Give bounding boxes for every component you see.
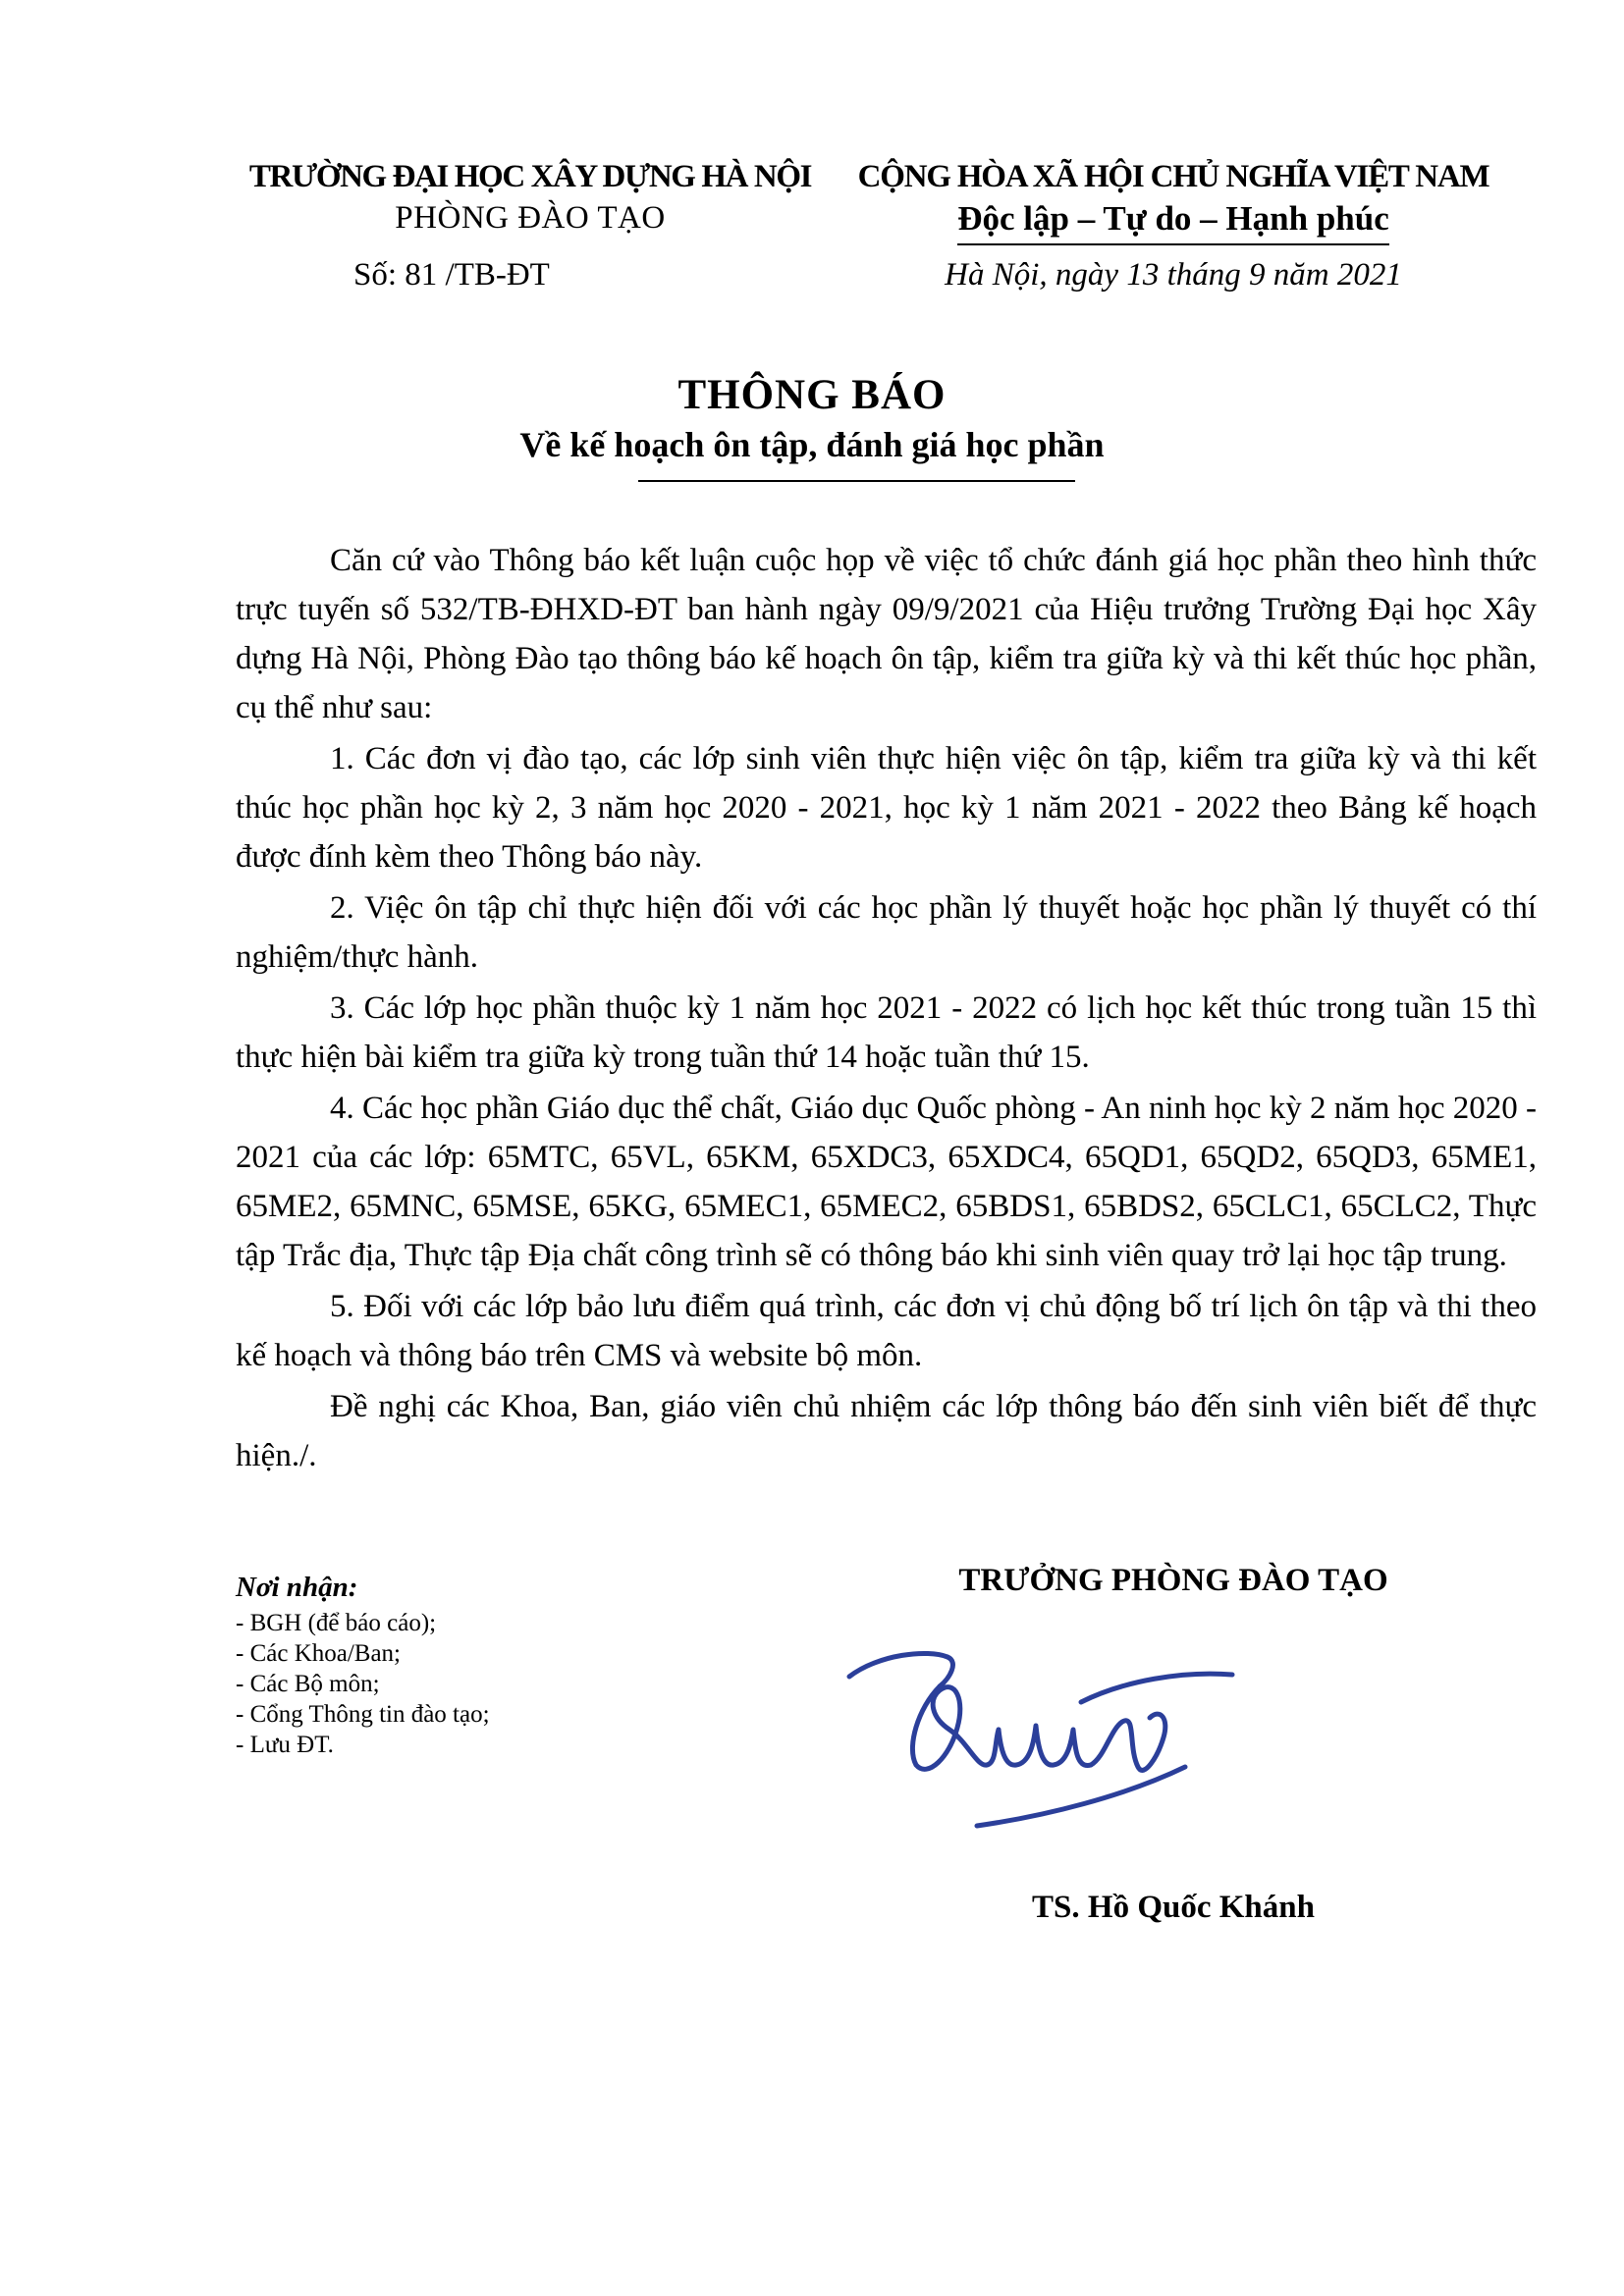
document-body <box>236 536 1537 1482</box>
national-header <box>844 157 1502 245</box>
place-date: Hà Nội, ngày 13 tháng 9 năm 2021 <box>945 257 1402 293</box>
organization-name: TRƯỜNG ĐẠI HỌC XÂY DỰNG HÀ NỘI <box>248 159 812 194</box>
closing-paragraph: Đề nghị các Khoa, Ban, giáo viên chủ nhiệm các lớp thông báo đến sinh viên biết để thực hiện./. <box>236 1389 1537 1473</box>
recipients-block <box>236 1569 746 1760</box>
recipient-item: - Lưu ĐT. <box>236 1732 334 1758</box>
handwritten-signature <box>830 1620 1262 1855</box>
signer-name: TS. Hồ Quốc Khánh <box>1032 1890 1315 1925</box>
national-motto: Độc lập – Tự do – Hạnh phúc <box>957 196 1389 245</box>
body-item-3: 3. Các lớp học phần thuộc kỳ 1 năm học 2021 - 2022 có lịch học kết thúc trong tuần 15 thì thực hiện bài kiểm tra giữa kỳ trong tuần thứ 14 hoặc tuần thứ 15. <box>236 990 1537 1075</box>
recipient-item: - Các Khoa/Ban; <box>236 1640 402 1667</box>
document-title: THÔNG BÁO <box>677 372 947 418</box>
document-number: Số: 81 /TB-ĐT <box>353 257 550 293</box>
nation-name: CỘNG HÒA XÃ HỘI CHỦ NGHĨA VIỆT NAM <box>857 159 1489 194</box>
document-subtitle: Về kế hoạch ôn tập, đánh giá học phần <box>519 425 1105 464</box>
intro-paragraph: Căn cứ vào Thông báo kết luận cuộc họp về việc tổ chức đánh giá học phần theo hình thức trực tuyến số 532/TB-ĐHXD-ĐT ban hành ngày 09/9/2021 của Hiệu trưởng Trường Đại học Xây dựng Hà Nội, Phòng Đào tạo thông báo kế hoạch ôn tập, kiểm tra giữa kỳ và thi kết thúc học phần, cụ thể như sau: <box>236 543 1537 725</box>
recipient-item: - Các Bộ môn; <box>236 1671 380 1697</box>
issuer-header <box>236 157 825 240</box>
title-underline <box>638 480 1075 482</box>
body-item-2: 2. Việc ôn tập chỉ thực hiện đối với các học phần lý thuyết hoặc học phần lý thuyết có thí nghiệm/thực hành. <box>236 890 1537 975</box>
department-name: PHÒNG ĐÀO TẠO <box>395 200 666 236</box>
body-item-5: 5. Đối với các lớp bảo lưu điểm quá trình, các đơn vị chủ động bố trí lịch ôn tập và thi theo kế hoạch và thông báo trên CMS và website bộ môn. <box>236 1289 1537 1373</box>
body-item-4: 4. Các học phần Giáo dục thể chất, Giáo dục Quốc phòng - An ninh học kỳ 2 năm học 2020 - 2021 của các lớp: 65MTC, 65VL, 65KM, 65XDC3, 65XDC4, 65QD1, 65QD2, 65QD3, 65ME1, 65ME2, 65MNC, 65MSE, 65KG, 65MEC1, 65MEC2, 65BDS1, 65BDS2, 65CLC1, 65CLC2, Thực tập Trắc địa, Thực tập Địa chất công trình sẽ có thông báo khi sinh viên quay trở lại học tập trung. <box>236 1091 1537 1273</box>
recipient-item: - BGH (để báo cáo); <box>236 1610 437 1636</box>
body-item-1: 1. Các đơn vị đào tạo, các lớp sinh viên thực hiện việc ôn tập, kiểm tra giữa kỳ và thi kết thúc học phần học kỳ 2, 3 năm học 2020 - 2021, học kỳ 1 năm 2021 - 2022 theo Bảng kế hoạch được đính kèm theo Thông báo này. <box>236 741 1537 875</box>
recipients-label: Nơi nhận: <box>236 1572 358 1603</box>
recipient-item: - Cổng Thông tin đào tạo; <box>236 1701 490 1728</box>
signer-title: TRƯỞNG PHÒNG ĐÀO TẠO <box>958 1563 1388 1598</box>
